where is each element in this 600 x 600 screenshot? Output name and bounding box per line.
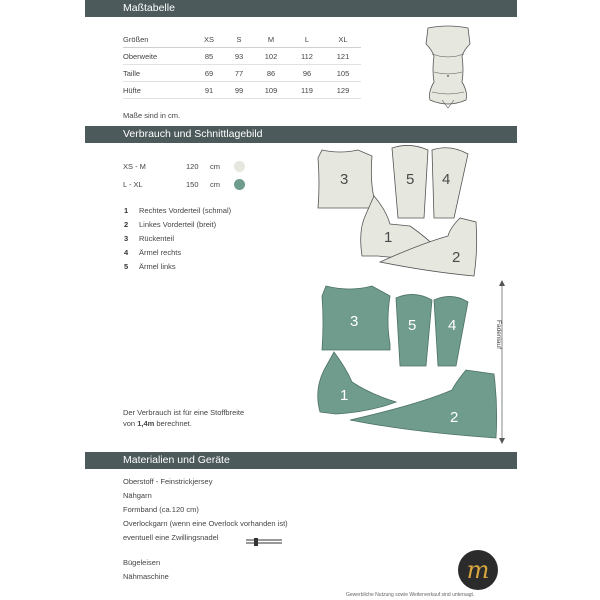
usage-note-line1: Der Verbrauch ist für eine Stoffbreite [123, 408, 245, 417]
table-cell: 119 [289, 82, 325, 99]
section-header-measurements [85, 0, 517, 17]
arrow-up-icon [499, 280, 505, 286]
piece-label: 3 [340, 171, 349, 188]
usage-note-line2 [123, 419, 192, 428]
tool-item: Nähmaschine [123, 572, 169, 581]
pattern-piece-front-right [318, 352, 396, 414]
material-item: Formband (ca.120 cm) [123, 505, 199, 514]
table-cell: 91 [193, 82, 225, 99]
material-item: Nähgarn [123, 491, 152, 500]
table-cell: 69 [193, 65, 225, 82]
piece-label: 5 [406, 171, 415, 188]
table-cell: 86 [253, 65, 289, 82]
piece-label: 4 [448, 317, 457, 334]
fabric-color-swatch-light [234, 161, 245, 172]
section-title: Materialien und Geräte [123, 454, 230, 466]
piece-label: 1 [340, 387, 349, 404]
row-label: Taille [123, 65, 193, 82]
usage-amount: 120 [186, 162, 199, 171]
material-item: Overlockgarn (wenn eine Overlock vorhanden ist) [123, 519, 288, 528]
piece-label: 2 [452, 249, 461, 266]
table-cell: 99 [225, 82, 253, 99]
usage-size: L - XL [123, 180, 143, 189]
row-label: Oberweite [123, 48, 193, 65]
body-figure-illustration [418, 22, 478, 118]
grain-label: Fadenlauf [495, 320, 502, 349]
section-title: Maßtabelle [123, 2, 175, 14]
navel-mark [447, 75, 449, 77]
legend-number: 4 [124, 248, 129, 257]
cutting-layout-light [300, 140, 510, 280]
grain-line-indicator [492, 280, 508, 444]
size-header: L [289, 31, 325, 48]
table-header-label: Größen [123, 31, 193, 48]
piece-label: 3 [350, 313, 359, 330]
note-suffix: berechnet. [156, 419, 192, 428]
legend-text: Ärmel rechts [139, 248, 182, 257]
legend-text: Linkes Vorderteil (breit) [139, 220, 217, 229]
table-cell: 85 [193, 48, 225, 65]
legend-number: 2 [124, 220, 129, 229]
piece-label: 1 [384, 229, 393, 246]
size-header: XL [325, 31, 361, 48]
twin-needle-icon [244, 537, 284, 547]
table-cell: 112 [289, 48, 325, 65]
note-fabric-width: 1,4m [137, 419, 155, 428]
logo-letter: m [466, 556, 490, 584]
piece-label: 2 [450, 409, 459, 426]
brand-logo [458, 550, 498, 590]
material-item: Oberstoff - Feinstrickjersey [123, 477, 213, 486]
table-cell: 93 [225, 48, 253, 65]
row-label: Hüfte [123, 82, 193, 99]
usage-unit: cm [210, 162, 220, 171]
fabric-color-swatch-teal [234, 179, 245, 190]
table-cell: 96 [289, 65, 325, 82]
table-row [123, 65, 361, 82]
usage-amount: 150 [186, 180, 199, 189]
size-header: XS [193, 31, 225, 48]
legend-number: 5 [124, 262, 129, 271]
legend-number: 1 [124, 206, 129, 215]
arrow-down-icon [499, 438, 505, 444]
legend-text: Rückenteil [139, 234, 175, 243]
legend-number: 3 [124, 234, 129, 243]
tool-item: Bügeleisen [123, 558, 161, 567]
material-item: eventuell eine Zwillingsnadel [123, 533, 219, 542]
table-cell: 129 [325, 82, 361, 99]
table-cell: 105 [325, 65, 361, 82]
legend-text: Rechtes Vorderteil (schmal) [139, 206, 232, 215]
usage-size: XS - M [123, 162, 146, 171]
note-prefix: von [123, 419, 136, 428]
table-header-row [123, 31, 361, 48]
section-header-materials [85, 452, 517, 469]
piece-label: 5 [408, 317, 417, 334]
measurement-note: Maße sind in cm. [123, 111, 181, 120]
size-header: M [253, 31, 289, 48]
piece-label: 4 [442, 171, 451, 188]
copyright-notice: Gewerbliche Nutzung sowie Weiterverkauf sind untersagt. [346, 592, 475, 598]
size-header: S [225, 31, 253, 48]
legend-text: Ärmel links [139, 262, 176, 271]
usage-unit: cm [210, 180, 220, 189]
table-cell: 121 [325, 48, 361, 65]
size-table [123, 31, 361, 99]
section-title: Verbrauch und Schnittlagebild [123, 128, 263, 140]
table-cell: 109 [253, 82, 289, 99]
cutting-layout-teal [300, 282, 510, 444]
table-row [123, 48, 361, 65]
table-cell: 102 [253, 48, 289, 65]
table-row [123, 82, 361, 99]
table-cell: 77 [225, 65, 253, 82]
